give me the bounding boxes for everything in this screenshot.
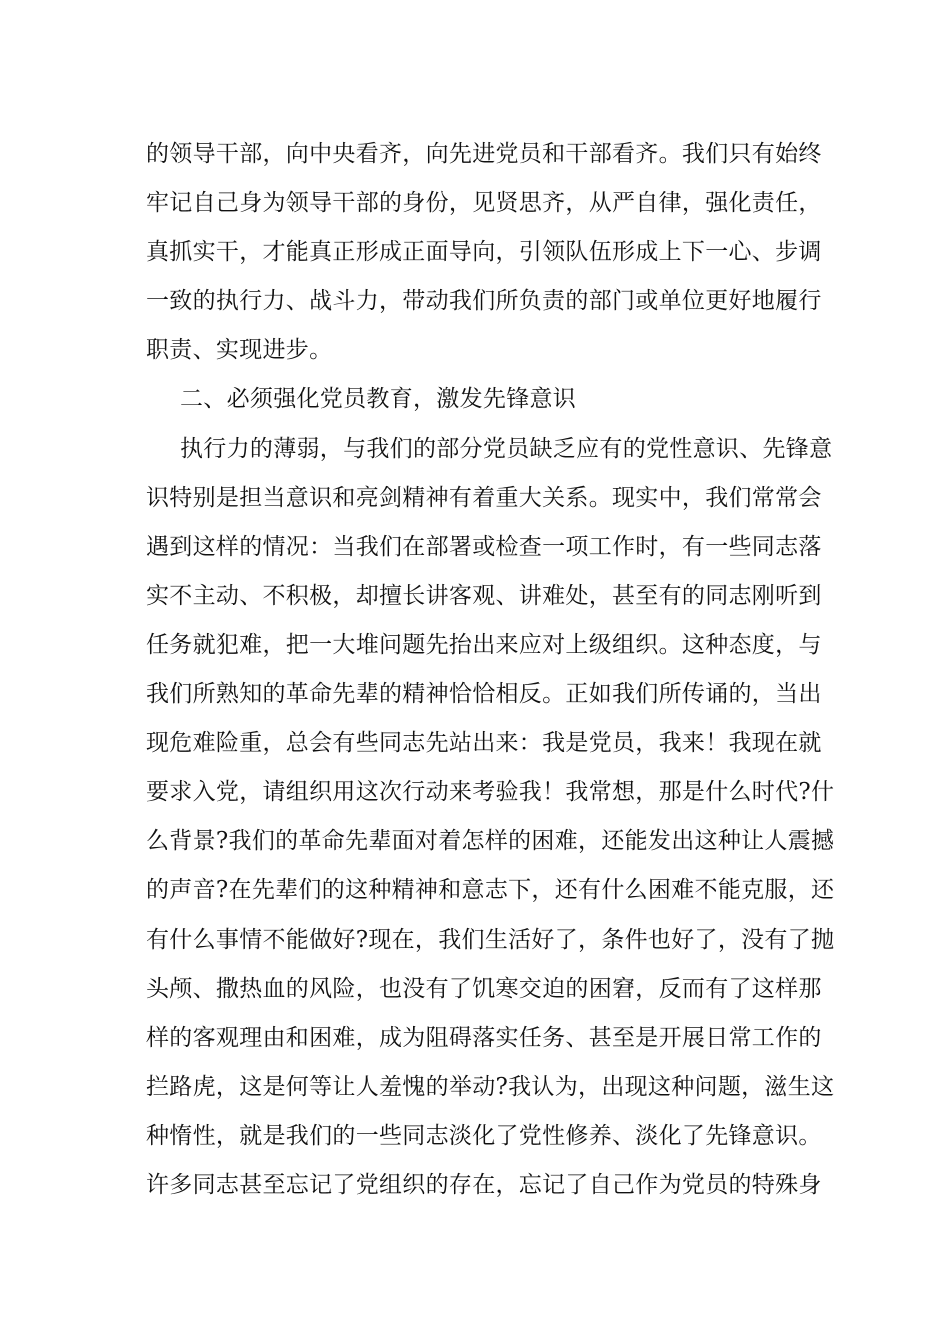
text-line: 牢记自己身为领导干部的身份，见贤思齐，从严自律，强化责任， [146,190,822,217]
text-line: 有什么事情不能做好?现在，我们生活好了，条件也好了，没有了抛 [146,926,835,953]
text-line: 执行力的薄弱，与我们的部分党员缺乏应有的党性意识、先锋意 [180,435,833,462]
text-line: 实不主动、不积极，却擅长讲客观、讲难处，甚至有的同志刚听到 [146,582,822,609]
text-line: 一致的执行力、战斗力，带动我们所负责的部门或单位更好地履行 [146,288,822,315]
text-line: 拦路虎，这是何等让人羞愧的举动?我认为，出现这种问题，滋生这 [146,1073,835,1100]
text-line: 任务就犯难，把一大堆问题先抬出来应对上级组织。这种态度，与 [146,631,822,658]
text-line: 识特别是担当意识和亮剑精神有着重大关系。现实中，我们常常会 [146,484,822,511]
text-line: 真抓实干，才能真正形成正面导向，引领队伍形成上下一心、步调 [146,239,822,266]
text-line: 头颅、撒热血的风险，也没有了饥寒交迫的困窘，反而有了这样那 [146,975,822,1002]
text-line: 样的客观理由和困难，成为阻碍落实任务、甚至是开展日常工作的 [146,1024,822,1051]
text-line: 种惰性，就是我们的一些同志淡化了党性修养、淡化了先锋意识。 [146,1122,822,1149]
text-line: 职责、实现进步。 [146,337,333,364]
text-line: 现危难险重，总会有些同志先站出来：我是党员，我来！我现在就 [146,730,822,757]
section-heading: 二、必须强化党员教育，激发先锋意识 [180,386,577,413]
text-line: 么背景?我们的革命先辈面对着怎样的困难，还能发出这种让人震撼 [146,828,835,855]
text-line: 的领导干部，向中央看齐，向先进党员和干部看齐。我们只有始终 [146,141,822,167]
text-line: 要求入党，请组织用这次行动来考验我！我常想，那是什么时代?什 [146,779,835,806]
document-body [146,130,835,1210]
text-line: 遇到这样的情况：当我们在部署或检查一项工作时，有一些同志落 [146,533,822,560]
text-line: 的声音?在先辈们的这种精神和意志下，还有什么困难不能克服，还 [146,877,835,904]
text-line: 许多同志甚至忘记了党组织的存在，忘记了自己作为党员的特殊身 [146,1171,822,1198]
text-line: 我们所熟知的革命先辈的精神恰恰相反。正如我们所传诵的，当出 [146,681,822,708]
